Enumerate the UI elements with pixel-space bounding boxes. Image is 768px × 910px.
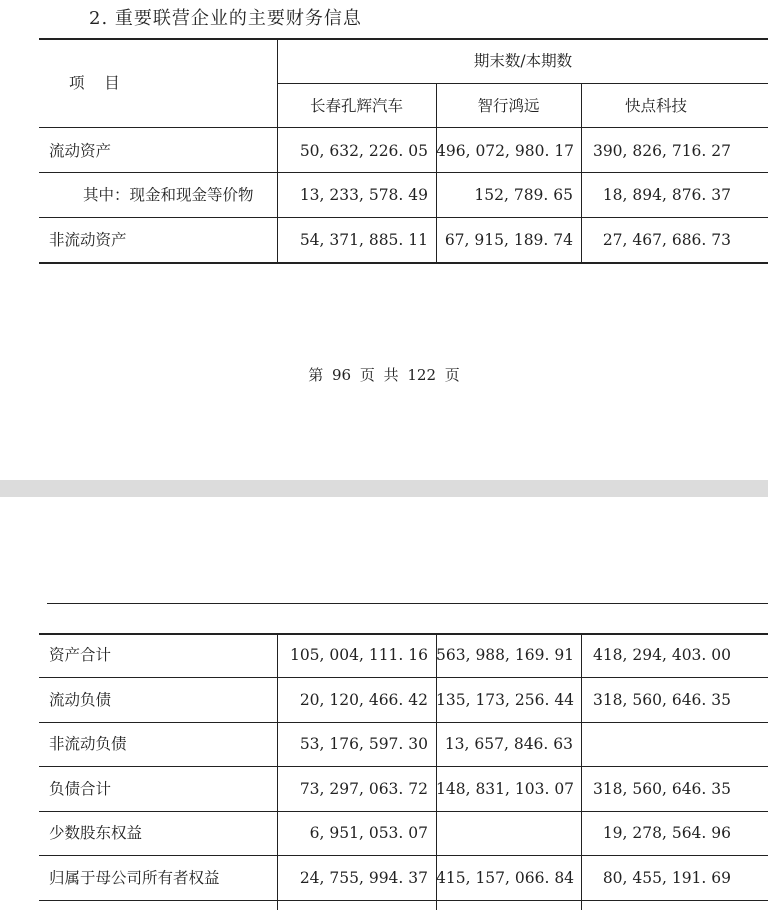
table-cell: 135, 173, 256. 44 bbox=[436, 691, 575, 709]
table-cell: 19, 278, 564. 96 bbox=[602, 824, 731, 842]
table-cell: 53, 176, 597. 30 bbox=[299, 735, 428, 753]
row-label: 少数股东权益 bbox=[49, 824, 143, 842]
table-cell: 148, 831, 103. 07 bbox=[436, 780, 575, 798]
table-cell: 13, 233, 578. 49 bbox=[299, 186, 428, 204]
row-label: 负债合计 bbox=[49, 780, 112, 798]
table-cell: 18, 894, 876. 37 bbox=[602, 186, 731, 204]
company-header-kd: 快点科技 bbox=[624, 97, 687, 115]
table-cell: 54, 371, 885. 11 bbox=[299, 231, 428, 249]
table-cell: 152, 789. 65 bbox=[474, 186, 573, 204]
document-page-2 bbox=[0, 497, 768, 910]
header-group-divider bbox=[277, 83, 768, 84]
financial-table-part-1 bbox=[39, 38, 768, 264]
table-top-border bbox=[39, 633, 768, 635]
table-cell: 67, 915, 189. 74 bbox=[444, 231, 573, 249]
item-column-header: 项 目 bbox=[69, 74, 120, 92]
page-header-rule bbox=[47, 603, 768, 604]
table-cell: 318, 560, 646. 35 bbox=[592, 691, 731, 709]
table-cell: 50, 632, 226. 05 bbox=[299, 142, 428, 160]
section-title: 2. 重要联营企业的主要财务信息 bbox=[89, 8, 362, 29]
column-divider bbox=[581, 633, 582, 910]
company-header-zx: 智行鸿远 bbox=[477, 97, 540, 115]
table-cell: 563, 988, 169. 91 bbox=[436, 646, 575, 664]
row-divider bbox=[39, 217, 768, 218]
row-divider bbox=[39, 766, 768, 767]
table-cell: 415, 157, 066. 84 bbox=[436, 869, 575, 887]
table-cell: 73, 297, 063. 72 bbox=[299, 780, 428, 798]
row-divider bbox=[39, 900, 768, 901]
row-divider bbox=[39, 722, 768, 723]
row-label: 非流动负债 bbox=[49, 735, 127, 753]
table-cell: 20, 120, 466. 42 bbox=[299, 691, 428, 709]
row-divider bbox=[39, 677, 768, 678]
financial-table-part-2 bbox=[39, 633, 768, 910]
row-divider bbox=[39, 172, 768, 173]
row-label: 流动资产 bbox=[49, 142, 112, 160]
header-bottom-border bbox=[39, 127, 768, 128]
column-divider bbox=[277, 633, 278, 910]
table-cell: 496, 072, 980. 17 bbox=[436, 142, 575, 160]
table-top-border bbox=[39, 38, 768, 40]
table-bottom-border bbox=[39, 262, 768, 264]
row-divider bbox=[39, 811, 768, 812]
row-divider bbox=[39, 855, 768, 856]
row-label: 其中：现金和现金等价物 bbox=[83, 186, 254, 204]
page-footer: 第 96 页 共 122 页 bbox=[308, 366, 460, 384]
table-cell: 13, 657, 846. 63 bbox=[444, 735, 573, 753]
company-header-kh: 长春孔辉汽车 bbox=[309, 97, 403, 115]
row-label: 资产合计 bbox=[49, 646, 112, 664]
table-cell: 390, 826, 716. 27 bbox=[592, 142, 731, 160]
period-group-header: 期末数/本期数 bbox=[473, 52, 573, 70]
table-cell: 27, 467, 686. 73 bbox=[602, 231, 731, 249]
table-cell: 24, 755, 994. 37 bbox=[299, 869, 428, 887]
row-label: 流动负债 bbox=[49, 691, 112, 709]
table-cell: 318, 560, 646. 35 bbox=[592, 780, 731, 798]
row-label: 归属于母公司所有者权益 bbox=[49, 869, 220, 887]
table-cell: 418, 294, 403. 00 bbox=[592, 646, 731, 664]
row-label: 非流动资产 bbox=[49, 231, 127, 249]
table-cell: 105, 004, 111. 16 bbox=[289, 646, 428, 664]
page-separator bbox=[0, 480, 768, 497]
table-cell: 6, 951, 053. 07 bbox=[309, 824, 428, 842]
table-cell: 80, 455, 191. 69 bbox=[602, 869, 731, 887]
